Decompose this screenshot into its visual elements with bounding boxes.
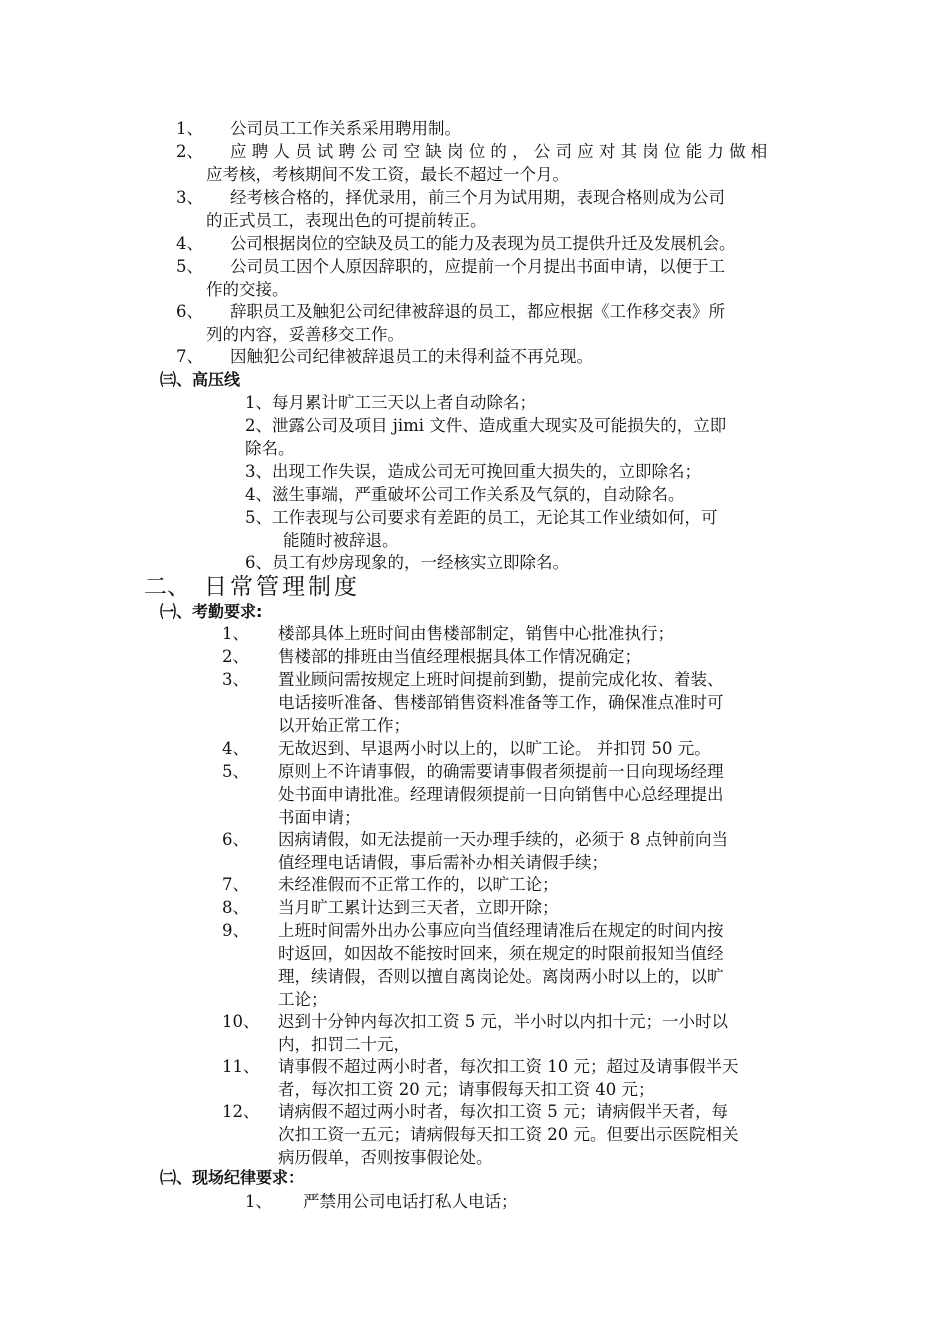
item-number: 5、 [176,257,203,276]
section-heading: ㈡、现场纪律要求： [160,1168,305,1187]
item-text: 上班时间需外出办公事应向当值经理请准后在规定的时间内按 [278,921,724,940]
item-text: 值经理电话请假，事后需补办相关请假手续； [278,853,608,872]
item-number: 1、 [245,1192,272,1211]
section-heading: ㈠、考勤要求: [160,602,263,621]
item-text: 的正式员工，表现出色的可提前转正。 [206,211,487,230]
item-text: 1、每月累计旷工三天以上者自动除名； [245,393,536,412]
item-number: 4、 [176,234,203,253]
item-text: 严禁用公司电话打私人电话； [303,1192,518,1211]
item-text: 无故迟到、早退两小时以上的，以旷工论。 并扣罚 50 元。 [278,739,711,758]
item-text: 5、工作表现与公司要求有差距的员工，无论其工作业绩如何，可 [245,508,718,527]
item-text: 病历假单，否则按事假论处。 [278,1148,493,1167]
item-text: 经考核合格的，择优录用，前三个月为试用期，表现合格则成为公司 [230,188,725,207]
item-text: 者，每次扣工资 20 元；请事假每天扣工资 40 元； [278,1080,655,1099]
item-text: 置业顾问需按规定上班时间提前到勤，提前完成化妆、着装、 [278,670,724,689]
item-number: 9、 [222,921,249,940]
item-text: 4、滋生事端，严重破坏公司工作关系及气氛的，自动除名。 [245,485,685,504]
item-number: 12、 [222,1102,260,1121]
item-text: 售楼部的排班由当值经理根据具体工作情况确定； [278,647,641,666]
item-text: 能随时被辞退。 [283,531,399,550]
item-number: 2、 [222,647,249,666]
item-text: 请事假不超过两小时者，每次扣工资 10 元；超过及请事假半天 [278,1057,739,1076]
item-text: 应考核，考核期间不发工资，最长不超过一个月。 [206,165,569,184]
item-number: 8、 [222,898,249,917]
item-text: 时返回，如因故不能按时回来，须在规定的时限前报知当值经 [278,944,724,963]
item-text: 未经准假而不正常工作的，以旷工论； [278,875,559,894]
item-text: 2、泄露公司及项目 jimi 文件、造成重大现实及可能损失的，立即 [245,416,727,435]
item-number: 3、 [222,670,249,689]
item-number: 5、 [222,762,249,781]
item-number: 1、 [222,624,249,643]
item-text: 电话接听准备、售楼部销售资料准备等工作，确保准点准时可 [278,693,724,712]
item-text: 公司根据岗位的空缺及员工的能力及表现为员工提供升迁及发展机会。 [230,234,736,253]
chapter-title: 日常管理制度 [204,574,360,600]
item-number: 6、 [222,830,249,849]
item-text: 原则上不许请事假，的确需要请事假者须提前一日向现场经理 [278,762,724,781]
item-number: 10、 [222,1012,260,1031]
item-number: 1、 [176,119,203,138]
item-text: 理，续请假，否则以擅自离岗论处。离岗两小时以上的，以旷 [278,967,724,986]
item-text: 作的交接。 [206,280,289,299]
item-text: 处书面申请批准。经理请假须提前一日向销售中心总经理提出 [278,785,724,804]
item-number: 7、 [176,347,203,366]
item-text: 内，扣罚二十元， [278,1035,410,1054]
item-number: 6、 [176,302,203,321]
item-text: 公司员工因个人原因辞职的，应提前一个月提出书面申请，以便于工 [230,257,725,276]
item-number: 7、 [222,875,249,894]
item-text: 迟到十分钟内每次扣工资 5 元，半小时以内扣十元；一小时以 [278,1012,728,1031]
item-text: 应聘人员试聘公司空缺岗位的，公司应对其岗位能力做相 [230,142,773,161]
item-text: 公司员工工作关系采用聘用制。 [230,119,461,138]
item-text: 3、出现工作失误，造成公司无可挽回重大损失的，立即除名； [245,462,701,481]
item-text: 楼部具体上班时间由售楼部制定，销售中心批准执行； [278,624,674,643]
item-number: 11、 [222,1057,260,1076]
item-text: 6、员工有炒房现象的，一经核实立即除名。 [245,553,569,572]
item-text: 辞职员工及触犯公司纪律被辞退的员工，都应根据《工作移交表》所 [230,302,725,321]
item-text: 列的内容，妥善移交工作。 [206,325,404,344]
item-text: 以开始正常工作； [278,716,410,735]
item-text: 请病假不超过两小时者，每次扣工资 5 元；请病假半天者，每 [278,1102,728,1121]
item-text: 当月旷工累计达到三天者，立即开除； [278,898,559,917]
item-number: 3、 [176,188,203,207]
item-text: 次扣工资一五元；请病假每天扣工资 20 元。但要出示医院相关 [278,1125,739,1144]
item-text: 工论； [278,990,328,1009]
item-text: 因病请假，如无法提前一天办理手续的，必须于 8 点钟前向当 [278,830,728,849]
chapter-number: 二、 [144,574,190,600]
item-number: 4、 [222,739,249,758]
section-heading: ㈢、高压线 [160,370,241,389]
item-number: 2、 [176,142,203,161]
item-text: 书面申请； [278,808,361,827]
item-text: 除名。 [245,439,295,458]
item-text: 因触犯公司纪律被辞退员工的未得利益不再兑现。 [230,347,593,366]
chapter-heading [144,572,360,602]
